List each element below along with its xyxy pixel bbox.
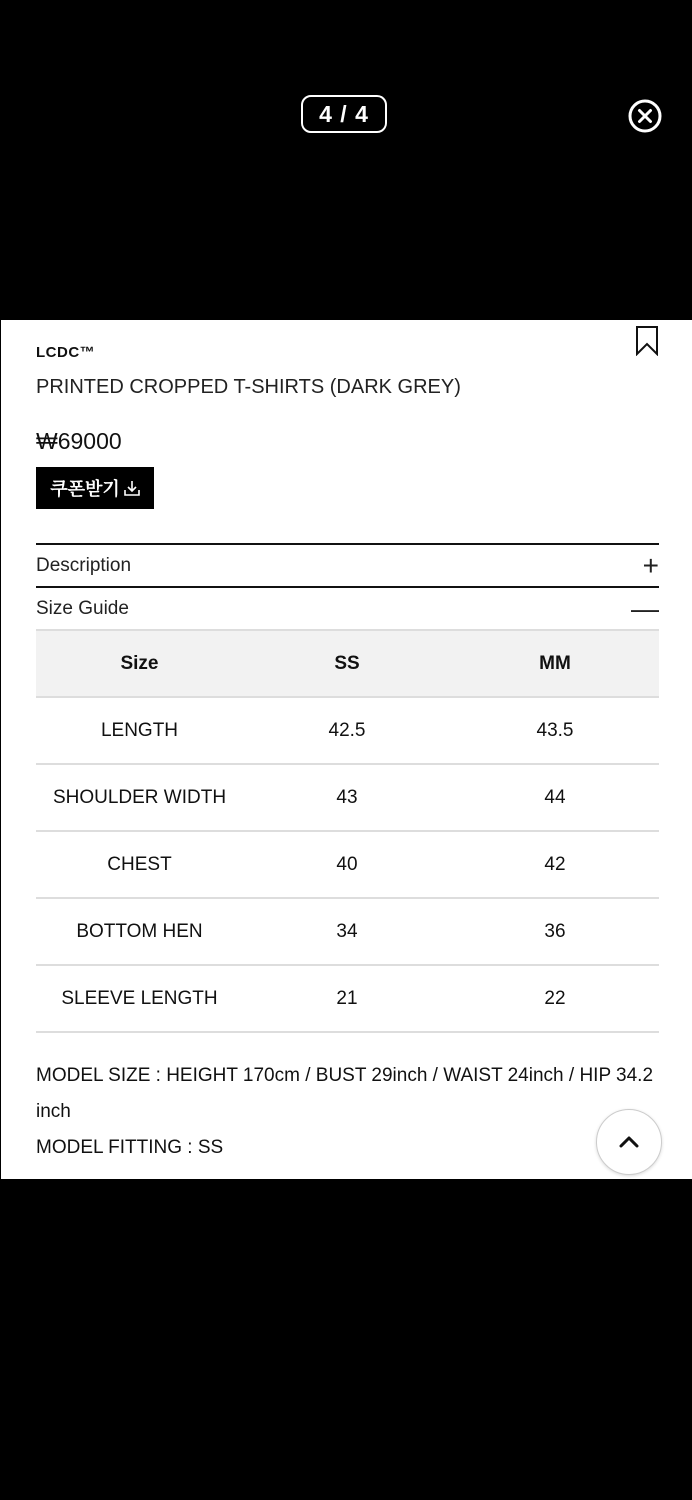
expand-plus-icon: + xyxy=(642,550,659,581)
table-header-cell: Size xyxy=(36,630,243,697)
close-button[interactable] xyxy=(628,99,662,133)
product-title: PRINTED CROPPED T-SHIRTS (DARK GREY) xyxy=(36,376,461,398)
table-cell: 43 xyxy=(243,764,451,831)
table-cell: CHEST xyxy=(36,831,243,898)
accordion-description-label: Description xyxy=(36,555,132,576)
table-cell: SLEEVE LENGTH xyxy=(36,965,243,1032)
brand-name[interactable]: LCDC™ xyxy=(36,344,96,361)
table-row xyxy=(36,697,659,764)
table-cell: SHOULDER WIDTH xyxy=(36,764,243,831)
table-row xyxy=(36,764,659,831)
accordion-size-guide-label: Size Guide xyxy=(36,598,129,619)
table-cell: 40 xyxy=(243,831,451,898)
table-cell: 36 xyxy=(451,898,659,965)
table-header-cell: MM xyxy=(451,630,659,697)
table-header-cell: SS xyxy=(243,630,451,697)
model-size-text: MODEL SIZE : HEIGHT 170cm / BUST 29inch / WAIST 24inch / HIP 34.2inch xyxy=(36,1065,654,1122)
table-cell: 43.5 xyxy=(451,697,659,764)
bookmark-icon xyxy=(635,326,659,356)
collapse-minus-icon: — xyxy=(631,593,659,624)
accordion-size-guide[interactable] xyxy=(36,586,659,630)
coupon-download-button[interactable] xyxy=(36,467,154,509)
coupon-label: 쿠폰받기 xyxy=(50,479,120,499)
table-cell: LENGTH xyxy=(36,697,243,764)
bookmark-button[interactable] xyxy=(635,326,659,356)
table-cell: 42 xyxy=(451,831,659,898)
product-sheet xyxy=(1,320,692,1179)
table-cell: 42.5 xyxy=(243,697,451,764)
table-cell: 21 xyxy=(243,965,451,1032)
table-cell: 34 xyxy=(243,898,451,965)
accordion-description[interactable] xyxy=(36,543,659,587)
close-circle-icon xyxy=(628,99,662,133)
product-price: ₩69000 xyxy=(36,428,122,454)
table-row xyxy=(36,965,659,1032)
download-icon xyxy=(124,479,140,497)
chevron-up-icon xyxy=(618,1135,640,1149)
table-cell: BOTTOM HEN xyxy=(36,898,243,965)
model-info xyxy=(36,1058,656,1166)
table-cell: 44 xyxy=(451,764,659,831)
table-row xyxy=(36,898,659,965)
table-row xyxy=(36,831,659,898)
table-cell: 22 xyxy=(451,965,659,1032)
scroll-to-top-button[interactable] xyxy=(596,1109,662,1175)
size-guide-table xyxy=(36,629,659,1033)
table-header-row xyxy=(36,630,659,697)
image-counter: 4 / 4 xyxy=(301,95,387,133)
model-fitting-text: MODEL FITTING : SS xyxy=(36,1137,224,1158)
